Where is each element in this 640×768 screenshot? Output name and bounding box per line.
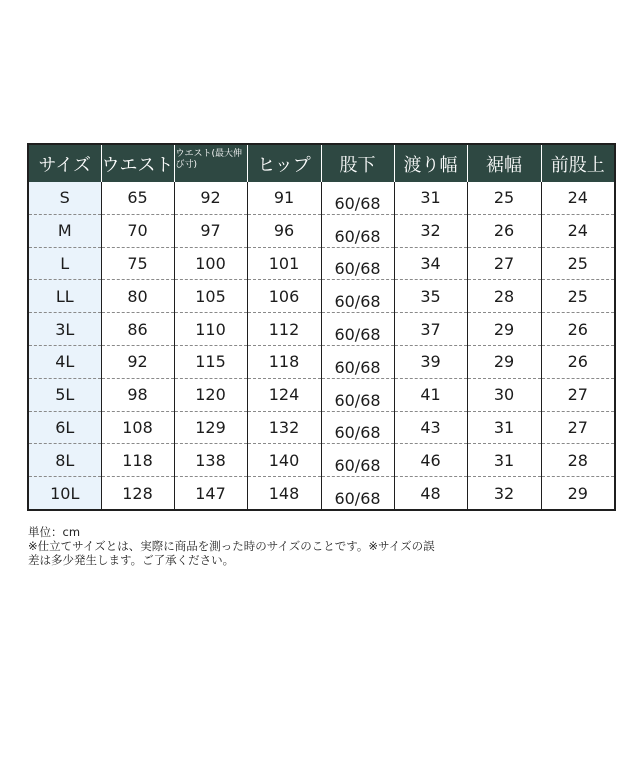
header-front-rise: 前股上 [541,144,615,182]
size-chart-table [27,143,616,511]
table-row [28,214,615,247]
cell-waist-max: 110 [174,313,247,346]
cell-thigh-width: 34 [394,247,467,280]
table-row [28,411,615,444]
cell-thigh-width: 46 [394,444,467,477]
table-row [28,313,615,346]
unit-note: 単位：cm [28,525,81,539]
header-size: サイズ [28,144,101,182]
cell-waist: 92 [101,345,174,378]
cell-size: LL [28,280,101,313]
cell-hem-width: 27 [467,247,541,280]
cell-inseam: 60/68 [321,378,394,411]
header-hip: ヒップ [247,144,321,182]
cell-hem-width: 29 [467,345,541,378]
cell-size: 10L [28,477,101,510]
cell-waist-max: 120 [174,378,247,411]
cell-thigh-width: 41 [394,378,467,411]
cell-inseam: 60/68 [321,345,394,378]
cell-inseam: 60/68 [321,313,394,346]
cell-inseam: 60/68 [321,247,394,280]
notes [28,525,435,567]
cell-waist-max: 129 [174,411,247,444]
cell-waist: 70 [101,214,174,247]
cell-thigh-width: 31 [394,182,467,214]
cell-thigh-width: 35 [394,280,467,313]
header-hem-width: 裾幅 [467,144,541,182]
cell-hip: 148 [247,477,321,510]
cell-hip: 132 [247,411,321,444]
cell-size: 4L [28,345,101,378]
cell-front-rise: 27 [541,411,615,444]
cell-waist-max: 105 [174,280,247,313]
cell-hem-width: 28 [467,280,541,313]
size-note-line-1: ※仕立てサイズとは、実際に商品を測った時のサイズのことです。※サイズの誤 [28,539,435,553]
cell-inseam: 60/68 [321,214,394,247]
cell-thigh-width: 43 [394,411,467,444]
cell-size: 8L [28,444,101,477]
cell-hip: 106 [247,280,321,313]
cell-hip: 124 [247,378,321,411]
cell-size: 3L [28,313,101,346]
table-row [28,280,615,313]
cell-hem-width: 30 [467,378,541,411]
cell-waist-max: 97 [174,214,247,247]
cell-thigh-width: 48 [394,477,467,510]
cell-hem-width: 31 [467,411,541,444]
table-row [28,378,615,411]
cell-front-rise: 25 [541,280,615,313]
cell-size: S [28,182,101,214]
header-inseam: 股下 [321,144,394,182]
cell-hip: 101 [247,247,321,280]
cell-hip: 118 [247,345,321,378]
header-thigh-width: 渡り幅 [394,144,467,182]
cell-hem-width: 31 [467,444,541,477]
header-waist-max: ウエスト(最大伸び寸) [174,144,247,182]
table-header-row [28,144,615,182]
cell-inseam: 60/68 [321,477,394,510]
cell-hem-width: 25 [467,182,541,214]
table-row [28,247,615,280]
cell-size: 5L [28,378,101,411]
cell-hem-width: 26 [467,214,541,247]
cell-waist-max: 115 [174,345,247,378]
table-row [28,182,615,214]
cell-thigh-width: 32 [394,214,467,247]
cell-hip: 140 [247,444,321,477]
table-row [28,345,615,378]
cell-waist-max: 92 [174,182,247,214]
cell-waist: 86 [101,313,174,346]
cell-waist: 108 [101,411,174,444]
cell-front-rise: 26 [541,313,615,346]
cell-waist: 98 [101,378,174,411]
cell-front-rise: 26 [541,345,615,378]
cell-front-rise: 28 [541,444,615,477]
cell-front-rise: 24 [541,182,615,214]
cell-waist: 65 [101,182,174,214]
table-body [28,182,615,510]
table-row [28,477,615,510]
cell-waist-max: 100 [174,247,247,280]
cell-waist: 118 [101,444,174,477]
cell-inseam: 60/68 [321,411,394,444]
size-note-line-2: 差は多少発生します。ご了承ください。 [28,553,235,567]
cell-waist: 128 [101,477,174,510]
cell-hem-width: 32 [467,477,541,510]
cell-waist-max: 138 [174,444,247,477]
cell-hip: 91 [247,182,321,214]
cell-hip: 112 [247,313,321,346]
cell-thigh-width: 37 [394,313,467,346]
cell-front-rise: 24 [541,214,615,247]
cell-size: 6L [28,411,101,444]
table-row [28,444,615,477]
header-waist: ウエスト [101,144,174,182]
cell-thigh-width: 39 [394,345,467,378]
cell-waist: 75 [101,247,174,280]
cell-front-rise: 25 [541,247,615,280]
cell-waist: 80 [101,280,174,313]
cell-front-rise: 29 [541,477,615,510]
cell-inseam: 60/68 [321,444,394,477]
cell-size: M [28,214,101,247]
cell-inseam: 60/68 [321,280,394,313]
cell-inseam: 60/68 [321,182,394,214]
cell-size: L [28,247,101,280]
cell-hip: 96 [247,214,321,247]
cell-front-rise: 27 [541,378,615,411]
cell-hem-width: 29 [467,313,541,346]
cell-waist-max: 147 [174,477,247,510]
